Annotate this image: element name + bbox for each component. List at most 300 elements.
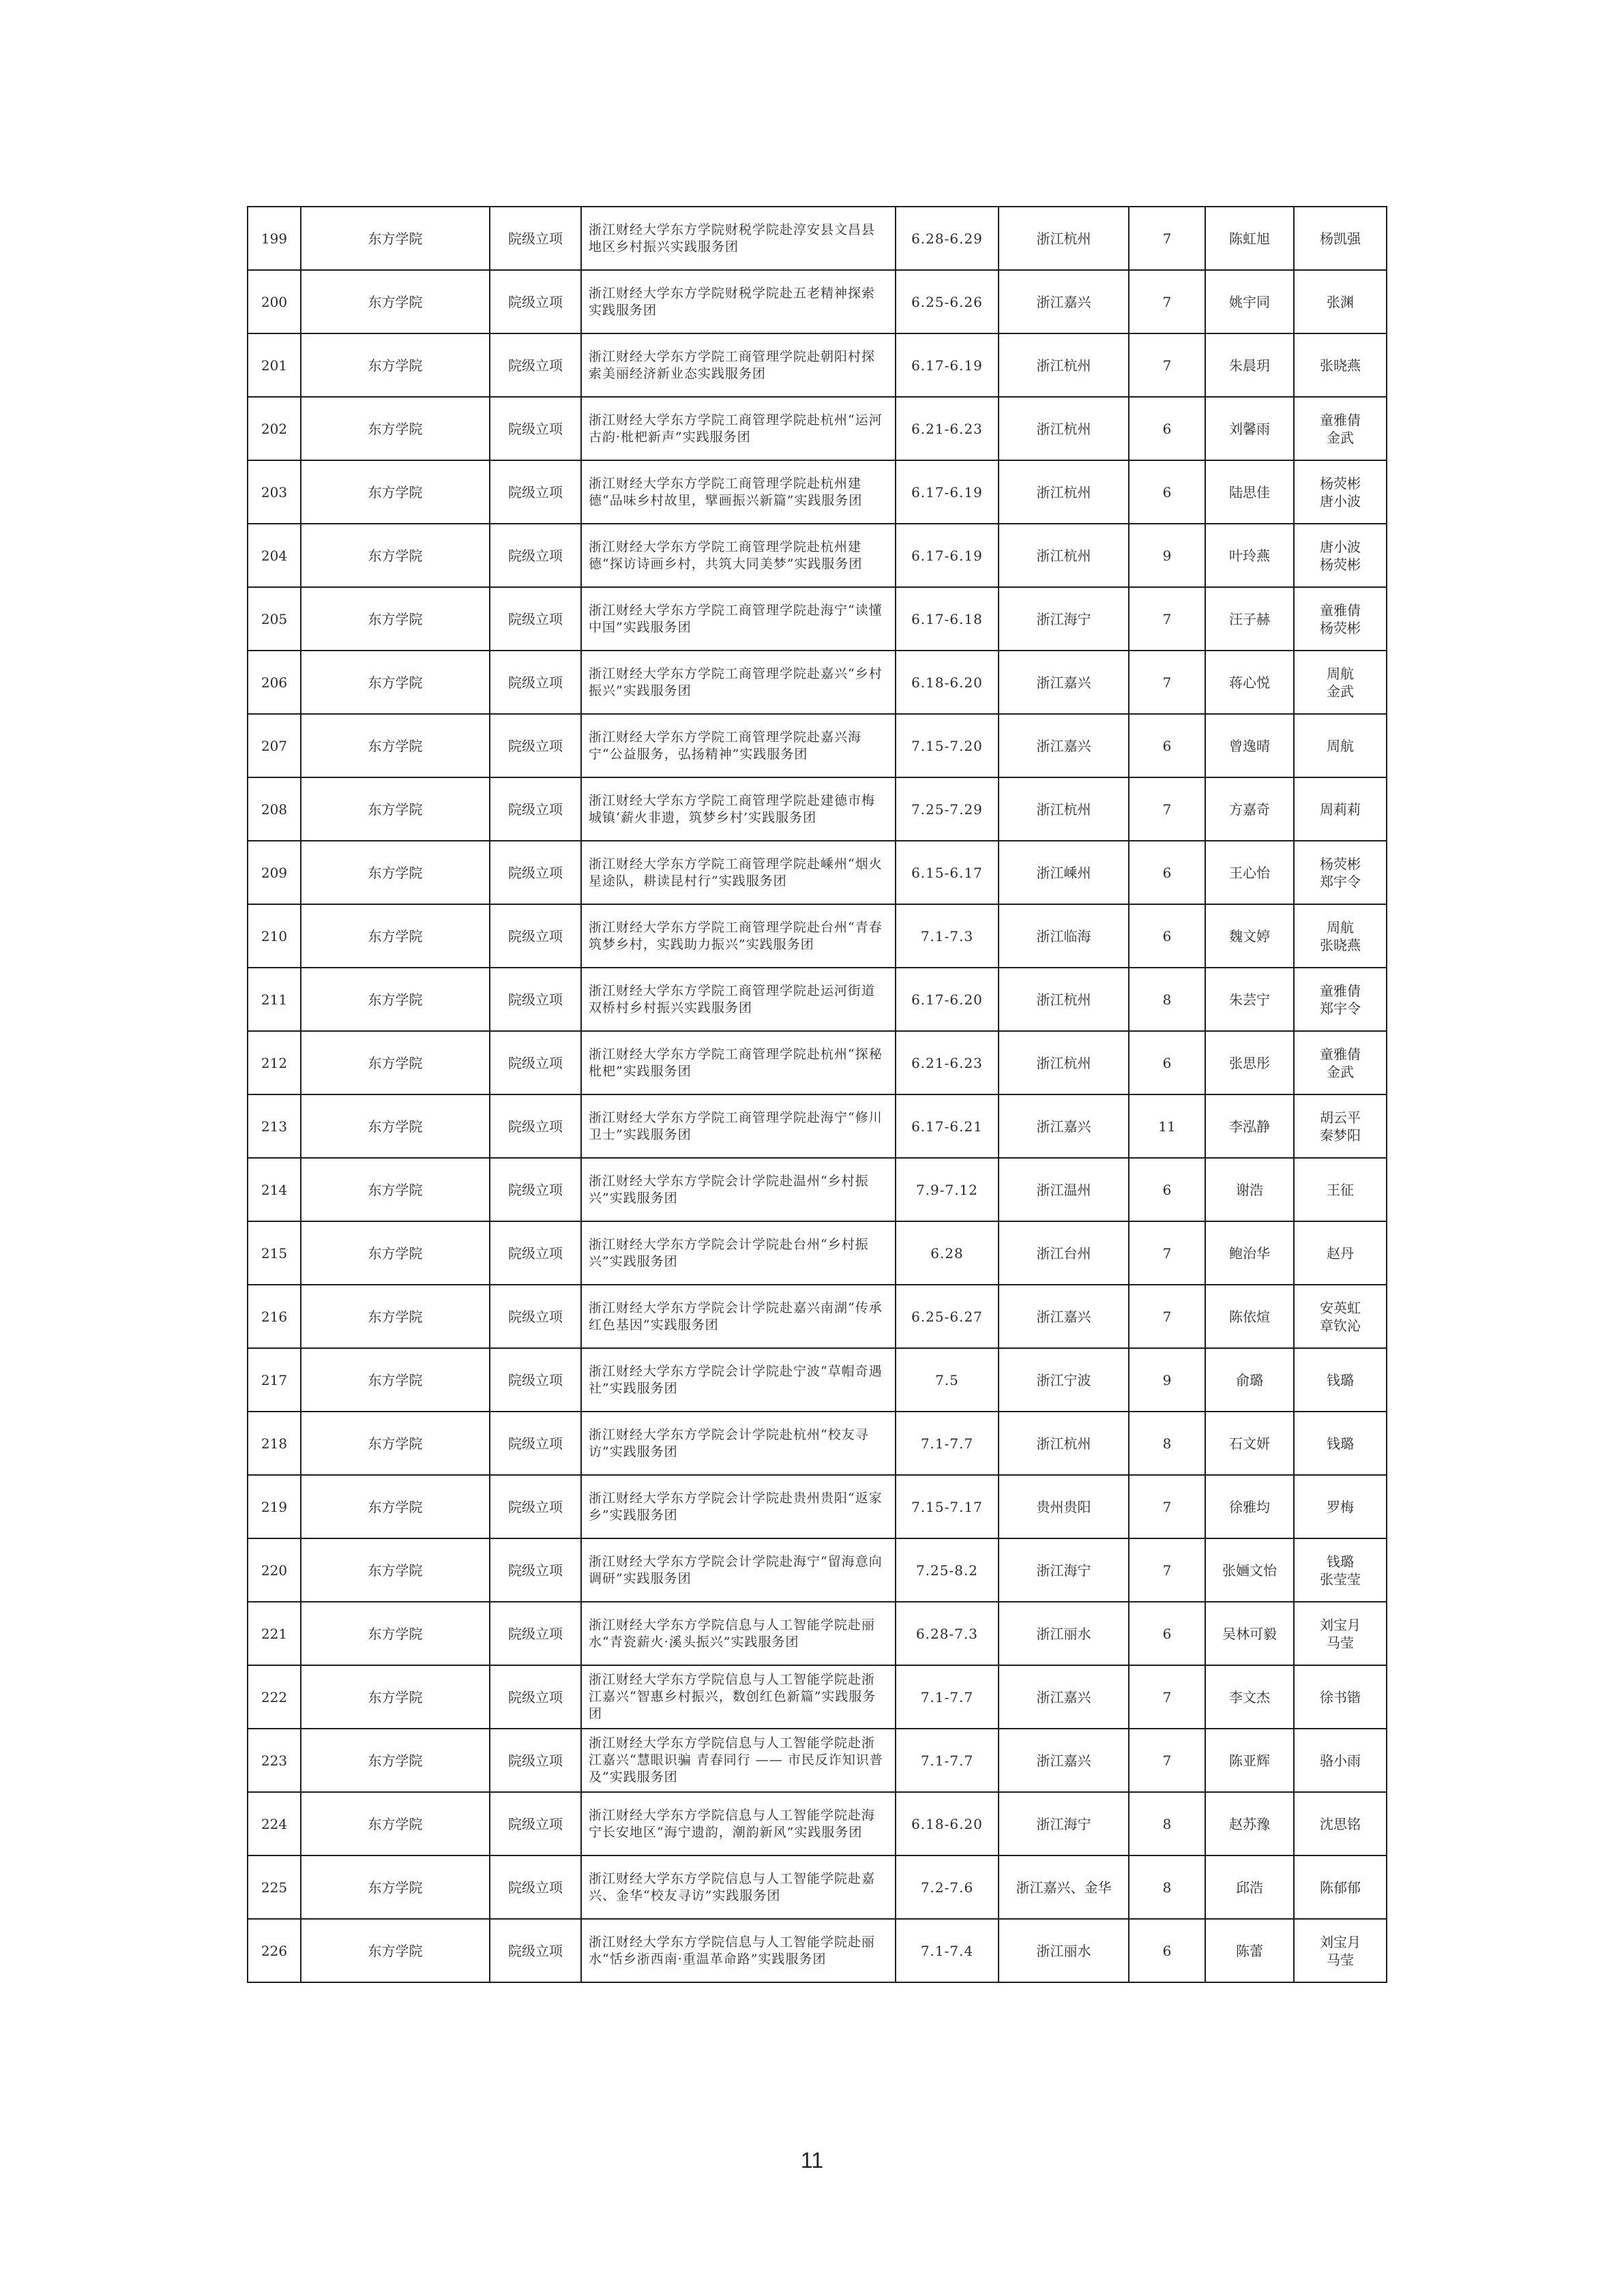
- location-cell: 浙江嘉兴: [999, 651, 1129, 714]
- leader-cell: 谢浩: [1205, 1158, 1294, 1221]
- project-level-cell: 院级立项: [490, 1412, 581, 1475]
- advisor-name: 唐小波: [1320, 492, 1361, 509]
- advisor-cell: [1294, 1094, 1387, 1158]
- row-number-cell: 201: [248, 333, 301, 397]
- project-level-cell: 院级立项: [490, 1285, 581, 1348]
- row-number-cell: 226: [248, 1919, 301, 1982]
- date-range-cell: 7.25-8.2: [896, 1538, 999, 1602]
- school-cell: 东方学院: [301, 1602, 490, 1665]
- date-range-cell: 7.1-7.7: [896, 1729, 999, 1792]
- school-cell: 东方学院: [301, 1919, 490, 1982]
- table-row: [248, 1285, 1387, 1348]
- leader-cell: 陈依煊: [1205, 1285, 1294, 1348]
- leader-cell: 鲍治华: [1205, 1221, 1294, 1285]
- team-name-cell: 浙江财经大学东方学院信息与人工智能学院赴嘉兴、金华“校友寻访”实践服务团: [581, 1855, 896, 1919]
- advisor-name: 罗梅: [1327, 1498, 1354, 1515]
- table-row: [248, 1538, 1387, 1602]
- location-cell: 浙江杭州: [999, 397, 1129, 460]
- member-count-cell: 8: [1129, 968, 1205, 1031]
- row-number-cell: 214: [248, 1158, 301, 1221]
- advisor-name: 沈思铭: [1320, 1815, 1361, 1832]
- date-range-cell: 6.28-7.3: [896, 1602, 999, 1665]
- advisor-name: 张莹莹: [1320, 1570, 1361, 1587]
- school-cell: 东方学院: [301, 207, 490, 270]
- leader-cell: 姚宇同: [1205, 270, 1294, 333]
- member-count-cell: 6: [1129, 460, 1205, 524]
- leader-cell: 王心怡: [1205, 841, 1294, 904]
- project-level-cell: 院级立项: [490, 1792, 581, 1855]
- roster-table-body: [248, 207, 1387, 1982]
- advisor-name: 马莹: [1327, 1634, 1354, 1651]
- project-level-cell: 院级立项: [490, 1475, 581, 1538]
- advisor-name: 刘宝月: [1320, 1933, 1361, 1950]
- table-row: [248, 1221, 1387, 1285]
- table-row: [248, 207, 1387, 270]
- member-count-cell: 11: [1129, 1094, 1205, 1158]
- advisor-name: 杨荧彬: [1320, 475, 1361, 492]
- advisor-name: 钱璐: [1327, 1435, 1354, 1452]
- row-number-cell: 207: [248, 714, 301, 777]
- advisor-name: 周莉莉: [1320, 801, 1361, 818]
- school-cell: 东方学院: [301, 968, 490, 1031]
- table-row: [248, 1919, 1387, 1982]
- advisor-cell: [1294, 524, 1387, 587]
- advisor-name: 唐小波: [1320, 538, 1361, 555]
- member-count-cell: 6: [1129, 841, 1205, 904]
- advisor-name: 张晓燕: [1320, 936, 1361, 953]
- school-cell: 东方学院: [301, 1285, 490, 1348]
- team-name-cell: 浙江财经大学东方学院信息与人工智能学院赴浙江嘉兴“慧眼识骗 青春同行 —— 市民反诈知识普及”实践服务团: [581, 1729, 896, 1792]
- advisor-name: 章钦沁: [1320, 1317, 1361, 1334]
- row-number-cell: 212: [248, 1031, 301, 1094]
- leader-cell: 曾逸晴: [1205, 714, 1294, 777]
- advisor-name: 刘宝月: [1320, 1616, 1361, 1633]
- location-cell: 浙江嘉兴: [999, 1285, 1129, 1348]
- project-level-cell: 院级立项: [490, 397, 581, 460]
- location-cell: 浙江丽水: [999, 1919, 1129, 1982]
- team-name-cell: 浙江财经大学东方学院会计学院赴嘉兴南湖“传承红色基因”实践服务团: [581, 1285, 896, 1348]
- row-number-cell: 205: [248, 587, 301, 651]
- advisor-name: 陈郁郁: [1320, 1879, 1361, 1896]
- location-cell: 浙江杭州: [999, 333, 1129, 397]
- team-name-cell: 浙江财经大学东方学院工商管理学院赴杭州“运河古韵·枇杷新声”实践服务团: [581, 397, 896, 460]
- team-name-cell: 浙江财经大学东方学院工商管理学院赴海宁“修川卫士”实践服务团: [581, 1094, 896, 1158]
- advisor-cell: [1294, 1031, 1387, 1094]
- date-range-cell: 6.18-6.20: [896, 651, 999, 714]
- row-number-cell: 216: [248, 1285, 301, 1348]
- project-level-cell: 院级立项: [490, 841, 581, 904]
- team-name-cell: 浙江财经大学东方学院信息与人工智能学院赴浙江嘉兴“智惠乡村振兴，数创红色新篇”实践服务团: [581, 1665, 896, 1729]
- leader-cell: 赵苏豫: [1205, 1792, 1294, 1855]
- advisor-name: 杨荧彬: [1320, 619, 1361, 636]
- location-cell: 浙江临海: [999, 904, 1129, 968]
- advisor-name: 张晓燕: [1320, 357, 1361, 374]
- leader-cell: 朱晨玥: [1205, 333, 1294, 397]
- team-name-cell: 浙江财经大学东方学院信息与人工智能学院赴丽水“恬乡浙西南·重温革命路”实践服务团: [581, 1919, 896, 1982]
- team-name-cell: 浙江财经大学东方学院工商管理学院赴嘉兴海宁“公益服务，弘扬精神”实践服务团: [581, 714, 896, 777]
- advisor-name: 秦梦阳: [1320, 1127, 1361, 1144]
- location-cell: 浙江嘉兴: [999, 1665, 1129, 1729]
- member-count-cell: 9: [1129, 1348, 1205, 1412]
- table-row: [248, 1158, 1387, 1221]
- leader-cell: 蒋心悦: [1205, 651, 1294, 714]
- date-range-cell: 7.15-7.17: [896, 1475, 999, 1538]
- team-name-cell: 浙江财经大学东方学院财税学院赴五老精神探索实践服务团: [581, 270, 896, 333]
- team-name-cell: 浙江财经大学东方学院工商管理学院赴杭州建德“品味乡村故里，擘画振兴新篇”实践服务团: [581, 460, 896, 524]
- school-cell: 东方学院: [301, 841, 490, 904]
- project-level-cell: 院级立项: [490, 460, 581, 524]
- school-cell: 东方学院: [301, 333, 490, 397]
- member-count-cell: 7: [1129, 777, 1205, 841]
- team-name-cell: 浙江财经大学东方学院工商管理学院赴建德市梅城镇‘薪火非遗，筑梦乡村’实践服务团: [581, 777, 896, 841]
- project-level-cell: 院级立项: [490, 1919, 581, 1982]
- advisor-cell: [1294, 1348, 1387, 1412]
- advisor-cell: [1294, 587, 1387, 651]
- project-level-cell: 院级立项: [490, 1221, 581, 1285]
- date-range-cell: 7.15-7.20: [896, 714, 999, 777]
- table-row: [248, 1475, 1387, 1538]
- leader-cell: 李文杰: [1205, 1665, 1294, 1729]
- advisor-cell: [1294, 397, 1387, 460]
- date-range-cell: 6.17-6.19: [896, 333, 999, 397]
- project-level-cell: 院级立项: [490, 1031, 581, 1094]
- table-row: [248, 1602, 1387, 1665]
- team-name-cell: 浙江财经大学东方学院工商管理学院赴海宁“读懂中国”实践服务团: [581, 587, 896, 651]
- project-level-cell: 院级立项: [490, 1665, 581, 1729]
- member-count-cell: 8: [1129, 1855, 1205, 1919]
- table-row: [248, 1729, 1387, 1792]
- team-name-cell: 浙江财经大学东方学院会计学院赴台州“乡村振兴”实践服务团: [581, 1221, 896, 1285]
- advisor-name: 杨荧彬: [1320, 855, 1361, 872]
- project-level-cell: 院级立项: [490, 714, 581, 777]
- leader-cell: 俞璐: [1205, 1348, 1294, 1412]
- table-row: [248, 841, 1387, 904]
- project-level-cell: 院级立项: [490, 207, 581, 270]
- project-level-cell: 院级立项: [490, 1538, 581, 1602]
- team-name-cell: 浙江财经大学东方学院会计学院赴贵州贵阳“返家乡”实践服务团: [581, 1475, 896, 1538]
- date-range-cell: 6.15-6.17: [896, 841, 999, 904]
- advisor-name: 王征: [1327, 1181, 1354, 1198]
- advisor-cell: [1294, 1158, 1387, 1221]
- school-cell: 东方学院: [301, 1538, 490, 1602]
- advisor-name: 周航: [1327, 737, 1354, 754]
- location-cell: 浙江海宁: [999, 1792, 1129, 1855]
- location-cell: 贵州贵阳: [999, 1475, 1129, 1538]
- advisor-cell: [1294, 207, 1387, 270]
- project-level-cell: 院级立项: [490, 777, 581, 841]
- leader-cell: 吴林可毅: [1205, 1602, 1294, 1665]
- project-level-cell: 院级立项: [490, 524, 581, 587]
- advisor-name: 张渊: [1327, 293, 1354, 310]
- row-number-cell: 217: [248, 1348, 301, 1412]
- team-name-cell: 浙江财经大学东方学院信息与人工智能学院赴海宁长安地区“海宁遗韵，潮韵新风”实践服务团: [581, 1792, 896, 1855]
- advisor-name: 杨荧彬: [1320, 556, 1361, 573]
- member-count-cell: 8: [1129, 1792, 1205, 1855]
- location-cell: 浙江杭州: [999, 968, 1129, 1031]
- advisor-name: 钱璐: [1327, 1371, 1354, 1388]
- advisor-name: 童雅倩: [1320, 1045, 1361, 1062]
- advisor-name: 胡云平: [1320, 1109, 1361, 1126]
- advisor-cell: [1294, 460, 1387, 524]
- member-count-cell: 9: [1129, 524, 1205, 587]
- location-cell: 浙江杭州: [999, 207, 1129, 270]
- advisor-cell: [1294, 1729, 1387, 1792]
- member-count-cell: 6: [1129, 904, 1205, 968]
- advisor-name: 钱璐: [1327, 1553, 1354, 1570]
- leader-cell: 徐雅均: [1205, 1475, 1294, 1538]
- table-row: [248, 777, 1387, 841]
- leader-cell: 陆思佳: [1205, 460, 1294, 524]
- school-cell: 东方学院: [301, 1729, 490, 1792]
- advisor-name: 周航: [1327, 665, 1354, 682]
- location-cell: 浙江宁波: [999, 1348, 1129, 1412]
- advisor-name: 安英虹: [1320, 1299, 1361, 1316]
- row-number-cell: 225: [248, 1855, 301, 1919]
- team-name-cell: 浙江财经大学东方学院财税学院赴淳安县文昌县地区乡村振兴实践服务团: [581, 207, 896, 270]
- row-number-cell: 223: [248, 1729, 301, 1792]
- table-row: [248, 460, 1387, 524]
- project-level-cell: 院级立项: [490, 270, 581, 333]
- table-row: [248, 904, 1387, 968]
- school-cell: 东方学院: [301, 524, 490, 587]
- advisor-cell: [1294, 1919, 1387, 1982]
- advisor-name: 金武: [1327, 429, 1354, 446]
- school-cell: 东方学院: [301, 1221, 490, 1285]
- member-count-cell: 7: [1129, 1665, 1205, 1729]
- advisor-cell: [1294, 1412, 1387, 1475]
- school-cell: 东方学院: [301, 397, 490, 460]
- date-range-cell: 6.17-6.20: [896, 968, 999, 1031]
- location-cell: 浙江嵊州: [999, 841, 1129, 904]
- member-count-cell: 6: [1129, 397, 1205, 460]
- team-name-cell: 浙江财经大学东方学院工商管理学院赴杭州建德“探访诗画乡村，共筑大同美梦”实践服务团: [581, 524, 896, 587]
- table-row: [248, 968, 1387, 1031]
- advisor-cell: [1294, 1855, 1387, 1919]
- school-cell: 东方学院: [301, 460, 490, 524]
- date-range-cell: 7.1-7.3: [896, 904, 999, 968]
- date-range-cell: 6.18-6.20: [896, 1792, 999, 1855]
- date-range-cell: 6.28-6.29: [896, 207, 999, 270]
- table-row: [248, 714, 1387, 777]
- advisor-cell: [1294, 841, 1387, 904]
- member-count-cell: 6: [1129, 1158, 1205, 1221]
- date-range-cell: 6.25-6.26: [896, 270, 999, 333]
- row-number-cell: 199: [248, 207, 301, 270]
- team-name-cell: 浙江财经大学东方学院会计学院赴温州“乡村振兴”实践服务团: [581, 1158, 896, 1221]
- member-count-cell: 7: [1129, 270, 1205, 333]
- date-range-cell: 6.17-6.18: [896, 587, 999, 651]
- table-row: [248, 333, 1387, 397]
- location-cell: 浙江温州: [999, 1158, 1129, 1221]
- advisor-name: 金武: [1327, 1063, 1354, 1080]
- table-row: [248, 1031, 1387, 1094]
- table-row: [248, 1665, 1387, 1729]
- leader-cell: 魏文婷: [1205, 904, 1294, 968]
- project-level-cell: 院级立项: [490, 1094, 581, 1158]
- project-roster-table: [247, 206, 1387, 1983]
- location-cell: 浙江嘉兴、金华: [999, 1855, 1129, 1919]
- team-name-cell: 浙江财经大学东方学院会计学院赴杭州“校友寻访”实践服务团: [581, 1412, 896, 1475]
- date-range-cell: 6.21-6.23: [896, 1031, 999, 1094]
- school-cell: 东方学院: [301, 1158, 490, 1221]
- page-number: 11: [800, 2148, 824, 2173]
- leader-cell: 朱芸宁: [1205, 968, 1294, 1031]
- date-range-cell: 7.1-7.7: [896, 1665, 999, 1729]
- leader-cell: 刘馨雨: [1205, 397, 1294, 460]
- table-row: [248, 270, 1387, 333]
- leader-cell: 张思彤: [1205, 1031, 1294, 1094]
- table-row: [248, 397, 1387, 460]
- advisor-name: 郑宇令: [1320, 1000, 1361, 1017]
- member-count-cell: 7: [1129, 651, 1205, 714]
- row-number-cell: 204: [248, 524, 301, 587]
- table-row: [248, 1792, 1387, 1855]
- project-level-cell: 院级立项: [490, 1855, 581, 1919]
- advisor-name: 金武: [1327, 683, 1354, 700]
- date-range-cell: 6.17-6.21: [896, 1094, 999, 1158]
- project-level-cell: 院级立项: [490, 333, 581, 397]
- team-name-cell: 浙江财经大学东方学院信息与人工智能学院赴丽水“青瓷薪火·溪头振兴”实践服务团: [581, 1602, 896, 1665]
- row-number-cell: 203: [248, 460, 301, 524]
- date-range-cell: 7.25-7.29: [896, 777, 999, 841]
- location-cell: 浙江丽水: [999, 1602, 1129, 1665]
- advisor-cell: [1294, 1665, 1387, 1729]
- advisor-cell: [1294, 651, 1387, 714]
- project-level-cell: 院级立项: [490, 968, 581, 1031]
- row-number-cell: 206: [248, 651, 301, 714]
- location-cell: 浙江嘉兴: [999, 1729, 1129, 1792]
- date-range-cell: 6.28: [896, 1221, 999, 1285]
- school-cell: 东方学院: [301, 904, 490, 968]
- location-cell: 浙江杭州: [999, 1412, 1129, 1475]
- school-cell: 东方学院: [301, 1094, 490, 1158]
- school-cell: 东方学院: [301, 1855, 490, 1919]
- team-name-cell: 浙江财经大学东方学院工商管理学院赴朝阳村探索美丽经济新业态实践服务团: [581, 333, 896, 397]
- member-count-cell: 8: [1129, 1412, 1205, 1475]
- advisor-cell: [1294, 270, 1387, 333]
- advisor-cell: [1294, 1475, 1387, 1538]
- row-number-cell: 200: [248, 270, 301, 333]
- project-level-cell: 院级立项: [490, 587, 581, 651]
- member-count-cell: 7: [1129, 1538, 1205, 1602]
- member-count-cell: 6: [1129, 1919, 1205, 1982]
- date-range-cell: 7.2-7.6: [896, 1855, 999, 1919]
- project-level-cell: 院级立项: [490, 1158, 581, 1221]
- leader-cell: 李泓静: [1205, 1094, 1294, 1158]
- member-count-cell: 6: [1129, 1602, 1205, 1665]
- project-level-cell: 院级立项: [490, 1729, 581, 1792]
- row-number-cell: 209: [248, 841, 301, 904]
- row-number-cell: 218: [248, 1412, 301, 1475]
- advisor-name: 赵丹: [1327, 1244, 1354, 1262]
- row-number-cell: 224: [248, 1792, 301, 1855]
- location-cell: 浙江海宁: [999, 1538, 1129, 1602]
- leader-cell: 石文妍: [1205, 1412, 1294, 1475]
- advisor-cell: [1294, 333, 1387, 397]
- member-count-cell: 7: [1129, 333, 1205, 397]
- project-level-cell: 院级立项: [490, 904, 581, 968]
- team-name-cell: 浙江财经大学东方学院工商管理学院赴嵊州“烟火星途队，耕读昆村行”实践服务团: [581, 841, 896, 904]
- leader-cell: 张婳文怡: [1205, 1538, 1294, 1602]
- advisor-cell: [1294, 1285, 1387, 1348]
- project-level-cell: 院级立项: [490, 1602, 581, 1665]
- project-level-cell: 院级立项: [490, 651, 581, 714]
- date-range-cell: 6.17-6.19: [896, 460, 999, 524]
- advisor-cell: [1294, 714, 1387, 777]
- school-cell: 东方学院: [301, 270, 490, 333]
- table-row: [248, 1348, 1387, 1412]
- advisor-name: 骆小雨: [1320, 1752, 1361, 1769]
- member-count-cell: 7: [1129, 207, 1205, 270]
- table-row: [248, 1412, 1387, 1475]
- team-name-cell: 浙江财经大学东方学院工商管理学院赴运河街道双桥村乡村振兴实践服务团: [581, 968, 896, 1031]
- location-cell: 浙江杭州: [999, 524, 1129, 587]
- team-name-cell: 浙江财经大学东方学院工商管理学院赴嘉兴“乡村振兴”实践服务团: [581, 651, 896, 714]
- leader-cell: 方嘉奇: [1205, 777, 1294, 841]
- row-number-cell: 202: [248, 397, 301, 460]
- leader-cell: 汪子赫: [1205, 587, 1294, 651]
- advisor-cell: [1294, 1538, 1387, 1602]
- member-count-cell: 6: [1129, 1031, 1205, 1094]
- date-range-cell: 7.1-7.4: [896, 1919, 999, 1982]
- location-cell: 浙江嘉兴: [999, 1094, 1129, 1158]
- location-cell: 浙江杭州: [999, 777, 1129, 841]
- leader-cell: 陈虹旭: [1205, 207, 1294, 270]
- school-cell: 东方学院: [301, 777, 490, 841]
- advisor-cell: [1294, 1221, 1387, 1285]
- school-cell: 东方学院: [301, 1348, 490, 1412]
- date-range-cell: 6.21-6.23: [896, 397, 999, 460]
- team-name-cell: 浙江财经大学东方学院工商管理学院赴台州“青春筑梦乡村，实践助力振兴”实践服务团: [581, 904, 896, 968]
- school-cell: 东方学院: [301, 651, 490, 714]
- row-number-cell: 221: [248, 1602, 301, 1665]
- school-cell: 东方学院: [301, 587, 490, 651]
- leader-cell: 陈蕾: [1205, 1919, 1294, 1982]
- date-range-cell: 6.17-6.19: [896, 524, 999, 587]
- advisor-cell: [1294, 1792, 1387, 1855]
- school-cell: 东方学院: [301, 1475, 490, 1538]
- advisor-name: 杨凯强: [1320, 230, 1361, 247]
- location-cell: 浙江杭州: [999, 460, 1129, 524]
- project-level-cell: 院级立项: [490, 1348, 581, 1412]
- advisor-name: 郑宇令: [1320, 873, 1361, 890]
- school-cell: 东方学院: [301, 714, 490, 777]
- school-cell: 东方学院: [301, 1031, 490, 1094]
- location-cell: 浙江海宁: [999, 587, 1129, 651]
- row-number-cell: 215: [248, 1221, 301, 1285]
- date-range-cell: 7.5: [896, 1348, 999, 1412]
- member-count-cell: 7: [1129, 1729, 1205, 1792]
- date-range-cell: 6.25-6.27: [896, 1285, 999, 1348]
- member-count-cell: 6: [1129, 714, 1205, 777]
- leader-cell: 叶玲燕: [1205, 524, 1294, 587]
- member-count-cell: 7: [1129, 587, 1205, 651]
- advisor-cell: [1294, 968, 1387, 1031]
- advisor-name: 童雅倩: [1320, 411, 1361, 428]
- row-number-cell: 208: [248, 777, 301, 841]
- table-row: [248, 651, 1387, 714]
- location-cell: 浙江嘉兴: [999, 714, 1129, 777]
- table-row: [248, 524, 1387, 587]
- table-row: [248, 1094, 1387, 1158]
- table-row: [248, 1855, 1387, 1919]
- row-number-cell: 220: [248, 1538, 301, 1602]
- advisor-name: 马莹: [1327, 1951, 1354, 1968]
- location-cell: 浙江嘉兴: [999, 270, 1129, 333]
- date-range-cell: 7.9-7.12: [896, 1158, 999, 1221]
- member-count-cell: 7: [1129, 1285, 1205, 1348]
- school-cell: 东方学院: [301, 1792, 490, 1855]
